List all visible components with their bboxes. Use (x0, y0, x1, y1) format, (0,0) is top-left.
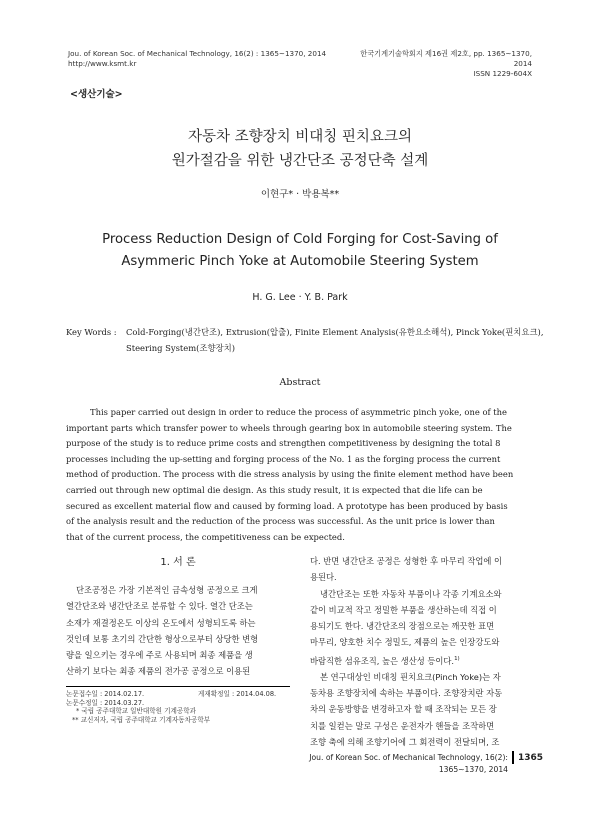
intro-line: 차의 운동방향을 변경하고자 할 때 조작되는 모든 장 (310, 704, 497, 715)
author-affiliation-2: ** 교신저자, 국립 공주대학교 기계자동차공학부 (72, 715, 211, 724)
abstract-line: purpose of the study is to reduce prime costs and strengthen competitiveness by designing the total 8 (66, 438, 501, 449)
abstract-line: that of the current process, the competitiveness can be expected. (66, 531, 345, 542)
intro-heading: 1. 서 론 (160, 557, 196, 568)
abstract-body (66, 405, 536, 545)
reference-superscript: 1) (454, 655, 460, 662)
intro-line: 같이 비교적 작고 정밀한 부품을 생산하는데 직접 이 (310, 604, 497, 615)
keywords-label: Key Words : (66, 327, 117, 337)
journal-header-right (346, 49, 532, 79)
intro-line: 동차용 조향장치에 속하는 부품이다. 조향장치란 자동 (310, 688, 503, 699)
abstract-line: carried out through new optimal die design. As this study result, it is expected that die life can be (66, 484, 483, 495)
intro-line: 단조공정은 가장 기본적인 금속성형 공정으로 크게 (76, 585, 258, 595)
keywords-line-2: Steering System(조향장치) (126, 343, 236, 353)
journal-issn: ISSN 1229-604X (473, 69, 532, 78)
intro-line: 용된다. (310, 572, 337, 583)
intro-right-column (310, 553, 536, 750)
english-title-line-2: Asymmeric Pinch Yoke at Automobile Steering System (121, 254, 479, 269)
page-number: 1365 (518, 753, 544, 763)
revised-date: 논문수정일 : 2014.03.27. (66, 698, 145, 707)
section-tag: <생산기술> (70, 89, 123, 100)
journal-url: http://www.ksmt.kr (68, 59, 137, 68)
footnotes (66, 690, 290, 724)
journal-citation: Jou. of Korean Soc. of Mechanical Technology, 16(2) : 1365~1370, 2014 (68, 49, 327, 58)
footer-journal: Jou. of Korean Soc. of Mechanical Technology, 16(2): 1365~1370, 2014 (309, 753, 508, 774)
footnote-divider (66, 686, 290, 687)
english-title-line-1: Process Reduction Design of Cold Forging for Cost-Saving of (102, 232, 498, 247)
korean-title-line-1: 자동차 조향장치 비대칭 핀치요크의 (188, 129, 412, 145)
abstract-line: important parts which transfer power to wheels through gearing box in automobile steering system. The (66, 422, 512, 433)
intro-line: 용되기도 한다. 냉간단조의 장점으로는 깨끗한 표면 (310, 621, 495, 632)
intro-line: 치를 일컫는 말로 구성은 운전자가 핸들을 조작하면 (310, 720, 495, 731)
intro-line: 본 연구대상인 비대칭 핀치요크(Pinch Yoke)는 자 (320, 671, 501, 682)
accepted-date: 게재확정일 : 2014.04.08. (198, 690, 277, 698)
intro-left-column (66, 582, 290, 680)
abstract-line: This paper carried out design in order to reduce the process of asymmetric pinch yoke, one of the (90, 407, 507, 417)
abstract-line: secured as excellent material flow and caused by forming load. A prototype has been produced by basis (66, 500, 508, 511)
intro-line: 량을 일으키는 경우에 주로 사용되며 최종 제품을 생 (66, 650, 253, 661)
intro-line: 산하기 보다는 최종 제품의 전가공 공정으로 이용된 (66, 666, 251, 677)
intro-line-text: 바람직한 섬유조직, 높은 생산성 등이다. (310, 655, 455, 666)
abstract-line: of the analysis result and the reduction of the process was successful. As the unit price is lower than (66, 516, 495, 527)
intro-line: 소재가 재결정온도 이상의 온도에서 성형되도록 하는 (66, 617, 256, 628)
intro-line (310, 651, 536, 669)
intro-line: 조향 축에 의해 조향기어에 그 회전력이 전달되며, 조 (310, 737, 500, 748)
abstract-line: method of production. The process with die stress analysis by using the finite element method have been (66, 469, 514, 480)
intro-line: 냉간단조는 또한 자동차 부품이나 각종 기계요소와 (320, 588, 502, 599)
keywords-line-1: Cold-Forging(냉간단조), Extrusion(압출), Finite Element Analysis(유한요소해석), Pinck Yoke(핀치요크), (126, 327, 544, 337)
korean-title-line-2: 원가절감을 위한 냉간단조 공정단축 설계 (171, 153, 429, 169)
intro-line: 열간단조와 냉간단조로 분류할 수 있다. 열간 단조는 (66, 601, 253, 612)
intro-line: 다. 반면 냉간단조 공정은 성형한 후 마무리 작업에 이 (310, 556, 503, 566)
intro-line: 것인데 보통 초기의 간단한 형상으로부터 상당한 변형 (66, 633, 259, 644)
keywords-block (126, 324, 544, 356)
korean-title (0, 125, 600, 173)
received-date: 논문접수일 : 2014.02.17. (66, 690, 145, 698)
abstract-line: processes including the up-setting and forging process of the No. 1 as the forging process the current (66, 453, 501, 464)
footnote-dates (66, 690, 290, 699)
intro-line: 마무리, 양호한 치수 정밀도, 제품의 높은 인장강도와 (310, 637, 500, 648)
journal-header-left (68, 49, 326, 69)
korean-authors: 이현구* · 박용복** (260, 189, 340, 200)
english-authors: H. G. Lee · Y. B. Park (252, 292, 348, 303)
footer-separator (512, 751, 514, 764)
abstract-heading: Abstract (279, 377, 321, 388)
author-affiliation-1: * 국립 공주대학교 일반대학원 기계공학과 (76, 707, 196, 716)
english-title (0, 229, 600, 273)
journal-citation-kr: 한국기계기술학회지 제16권 제2호, pp. 1365~1370, 2014 (360, 49, 532, 68)
